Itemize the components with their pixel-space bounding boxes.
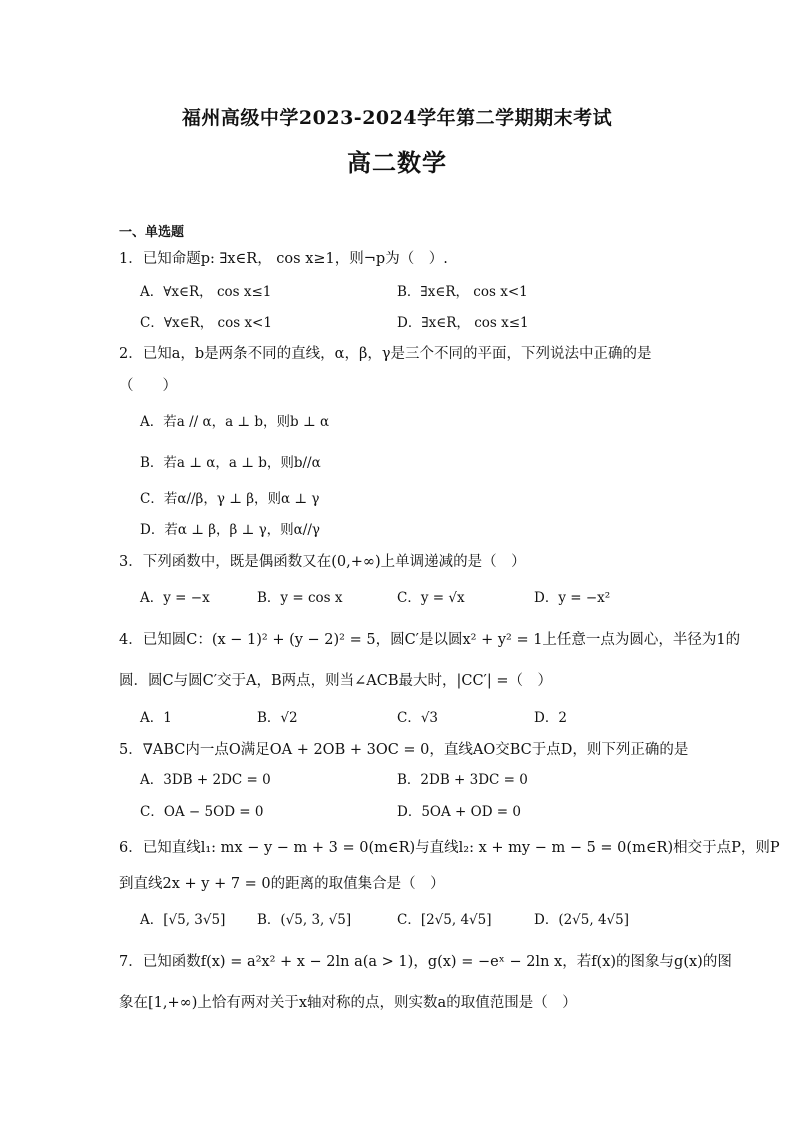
- question-2-stem: 2．已知a，b是两条不同的直线，α，β，γ是三个不同的平面，下列说法中正确的是: [119, 346, 652, 362]
- question-7-stem: 7．已知函数f(x) = a²x² + x − 2ln a(a > 1)，g(x) = −eˣ − 2ln x，若f(x)的图象与g(x)的图: [119, 954, 732, 970]
- question-4-stem-cont: 圆．圆C与圆C′交于A，B两点，则当∠ACB最大时，|CC′| =（ ）: [119, 673, 552, 689]
- question-6-option-a: A．[√5, 3√5]: [140, 912, 226, 928]
- question-4-option-a: A．1: [140, 710, 172, 726]
- question-6-option-c: C．[2√5, 4√5]: [397, 912, 492, 928]
- question-3-option-a: A．y = −x: [140, 590, 210, 606]
- question-1-option-b: B．∃x∈R， cos x<1: [397, 284, 528, 300]
- question-6-stem-cont: 到直线2x + y + 7 = 0的距离的取值集合是（ ）: [119, 876, 445, 892]
- question-3-option-d: D．y = −x²: [534, 590, 611, 606]
- question-5-option-d: D．5OA + OD = 0: [397, 804, 521, 820]
- question-3-stem: 3．下列函数中，既是偶函数又在(0,+∞)上单调递减的是（ ）: [119, 554, 526, 570]
- question-2-option-c: C．若α//β，γ ⊥ β，则α ⊥ γ: [140, 491, 320, 507]
- exam-title: 福州高级中学2023-2024学年第二学期期末考试: [181, 107, 613, 129]
- question-1-option-a: A．∀x∈R， cos x≤1: [140, 284, 272, 300]
- question-1-option-c: C．∀x∈R， cos x<1: [140, 315, 272, 331]
- question-4-option-b: B．√2: [257, 710, 298, 726]
- question-4-option-d: D．2: [534, 710, 567, 726]
- question-5-option-c: C．OA − 5OD = 0: [140, 804, 264, 820]
- question-5-option-a: A．3DB + 2DC = 0: [140, 772, 271, 788]
- question-3-option-c: C．y = √x: [397, 590, 465, 606]
- question-7-stem-cont: 象在[1,+∞)上恰有两对关于x轴对称的点，则实数a的取值范围是（ ）: [119, 995, 577, 1011]
- question-6-option-b: B．(√5, 3, √5]: [257, 912, 352, 928]
- question-2-option-a: A．若a // α，a ⊥ b，则b ⊥ α: [140, 414, 330, 430]
- question-2-stem-cont: （ ）: [119, 378, 177, 394]
- question-2-option-d: D．若α ⊥ β，β ⊥ γ，则α//γ: [140, 522, 320, 538]
- question-4-stem: 4．已知圆C：(x − 1)² + (y − 2)² = 5，圆C′是以圆x² + y² = 1上任意一点为圆心，半径为1的: [119, 632, 741, 648]
- question-6-option-d: D．(2√5, 4√5]: [534, 912, 630, 928]
- question-1-option-d: D．∃x∈R， cos x≤1: [397, 315, 529, 331]
- question-3-option-b: B．y = cos x: [257, 590, 343, 606]
- exam-subject: 高二数学: [347, 148, 447, 177]
- question-5-option-b: B．2DB + 3DC = 0: [397, 772, 528, 788]
- question-2-option-b: B．若a ⊥ α，a ⊥ b，则b//α: [140, 455, 321, 471]
- question-6-stem: 6．已知直线l₁: mx − y − m + 3 = 0(m∈R)与直线l₂: x + my − m − 5 = 0(m∈R)相交于点P，则P: [119, 840, 780, 856]
- question-4-option-c: C．√3: [397, 710, 439, 726]
- question-1-stem: 1．已知命题p: ∃x∈R， cos x≥1，则¬p为（ ）.: [119, 251, 448, 267]
- section-heading: 一、单选题: [119, 225, 185, 240]
- question-5-stem: 5．∇ABC内一点O满足OA + 2OB + 3OC = 0，直线AO交BC于点D，则下列正确的是: [119, 742, 689, 758]
